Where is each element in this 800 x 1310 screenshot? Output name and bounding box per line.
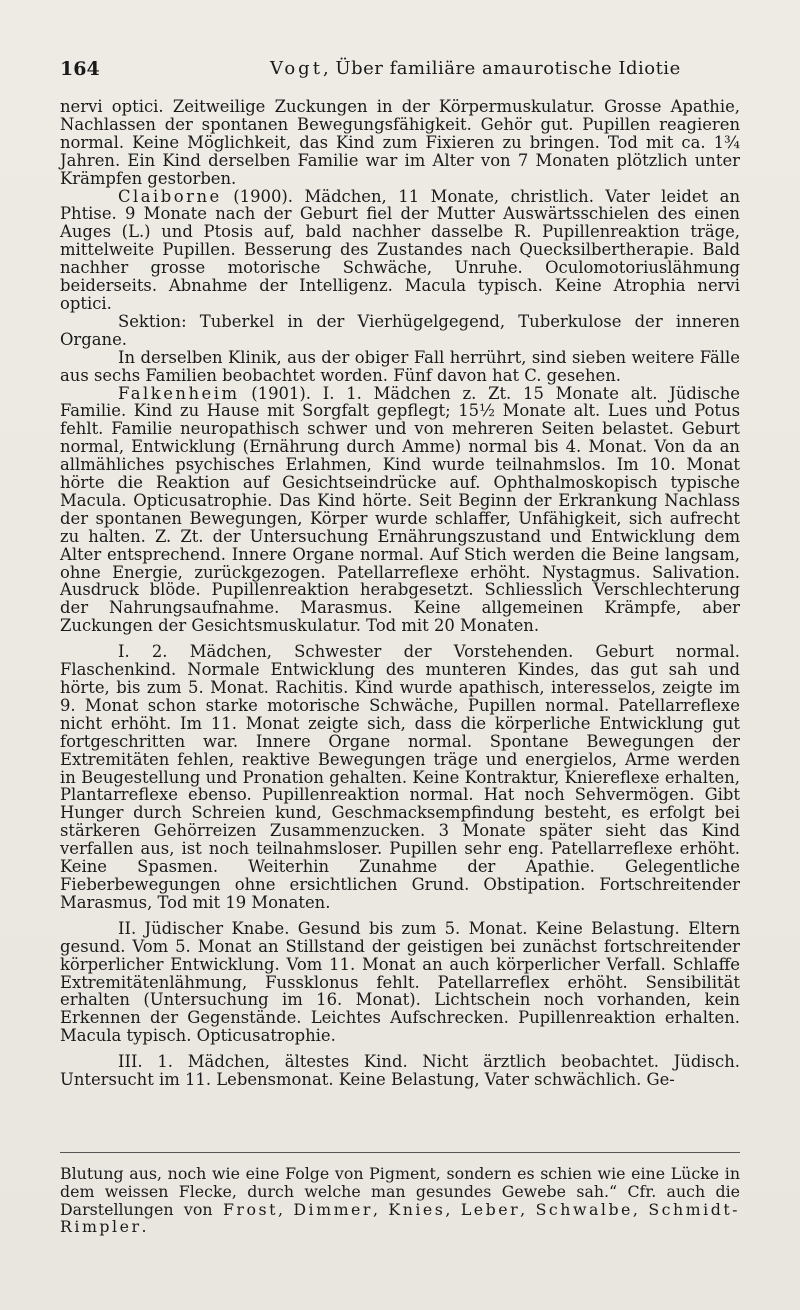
author-name: Knies [388,1199,446,1219]
running-title-text: , Über familiäre amaurotische Idiotie [322,58,681,79]
separator: , [445,1199,461,1219]
footnote-end: . [141,1217,147,1237]
separator: , [632,1199,649,1219]
separator: , [520,1199,536,1219]
paragraph: Sektion: Tuberkel in der Vierhügelgegend, Tuberkulose der inneren Organe. [60,311,740,349]
paragraph [60,385,740,636]
paragraph: nervi optici. Zeitweilige Zuckungen in der Körpermuskulatur. Grosse Apathie, Nachlassen der spontanen Bewegungsfähigkeit. Gehör gut. Pupillen reagieren normal. Keine Möglichkeit, das Kind zum Fixieren zu bringen. Tod mit ca. 1¾ Jahren. Ein Kind derselben Familie war im Alter von 7 Monaten plötzlich unter Krämpfen gestorben. [60,97,740,188]
page-number: 164 [60,58,100,80]
author-name: Dimmer [293,1199,373,1219]
separator: , [372,1199,389,1219]
paragraph: In derselben Klinik, aus der obiger Fall herrührt, sind sieben weitere Fälle aus sechs Familien beobachtet worden. Fünf davon hat C. gesehen. [60,347,740,385]
paragraph-text: (1900). Mädchen, 11 Monate, christlich. Vater leidet an Phtise. 9 Monate nach der Geburt fiel der Mutter Auswärtsschielen des einen Auges (L.) und Ptosis auf, bald nachher dasselbe R. Pupillenreaktion träge, mittelweite Pupillen. Besserung des Zustandes nach Quecksilbertherapie. Bald nachher grosse motorische Schwäche, Unruhe. Oculomotoriuslähmung beiderseits. Abnahme der Intelligenz. Macula typisch. Keine Atrophia nervi optici. [60,186,740,313]
running-title [270,58,681,79]
footnote-body: Blutung aus, noch wie eine Folge von Pigment, sondern es schien wie eine Lücke in dem weissen Flecke, durch welche man gesundes Gewebe sah.“ Cfr. auch die Darstellungen von [60,1164,740,1219]
paragraph: II. Jüdischer Knabe. Gesund bis zum 5. Monat. Keine Belastung. Eltern gesund. Vom 5. Monat an Stillstand der geistigen bei zunächst fortschreitender körperlicher Entwicklung. Vom 11. Monat an auch körperlicher Verfall. Schlaffe Extremitätenlähmung, Fussklonus fehlt. Patellarreflex erhöht. Sensibilität erhalten (Untersuchung im 16. Monat). Lichtschein noch vorhanden, kein Erkennen der Gegenstände. Leichtes Aufschrecken. Pupillenreaktion erhalten. Macula typisch. Opticusatrophie. [60,918,740,1046]
paragraph: III. 1. Mädchen, ältestes Kind. Nicht ärztlich beobachtet. Jüdisch. Untersucht im 11. Lebensmonat. Keine Belastung, Vater schwächlich. Ge- [60,1052,740,1090]
footnote-divider [60,1152,740,1153]
author-name: Falkenheim [118,383,240,403]
footnote [60,1165,740,1236]
author-name: Schwalbe [535,1199,633,1219]
page-header [60,58,740,84]
paragraph [60,188,740,313]
author-name: Claiborne [118,186,222,206]
author-name: Frost [222,1199,278,1219]
paragraph: I. 2. Mädchen, Schwester der Vorstehenden. Geburt normal. Flaschenkind. Normale Entwicklung des munteren Kindes, das gut sah und hörte, bis zum 5. Monat. Rachitis. Kind wurde apathisch, interesselos, zeigte im 9. Monat schon starke motorische Schwäche, Pupillen normal. Patellarreflexe nicht erhöht. Im 11. Monat zeigte sich, dass die körperliche Entwicklung gut fortgeschritten war. Innere Organe normal. Spontane Bewegungen der Extremitäten fehlen, reaktive Bewegungen träge und energielos, Arme werden in Beugestellung und Pronation gehalten. Keine Kontraktur, Kniereflexe erhalten, Plantarreflexe ebenso. Pupillenreaktion normal. Hat noch Sehvermögen. Gibt Hunger durch Schreien kund, Geschmacksempfindung besteht, es erfolgt bei stärkeren Gehörreizen Zusammenzucken. 3 Monate später sieht das Kind verfallen aus, ist noch teilnahmsloser. Pupillen sehr eng. Patellarreflexe erhöht. Keine Spasmen. Weiterhin Zunahme der Apathie. Gelegentliche Fieberbewegungen ohne ersichtlichen Grund. Obstipation. Fortschreitender Marasmus, Tod mit 19 Monaten. [60,642,740,912]
author-name: Schmidt-Rimpler [60,1199,741,1237]
main-text [60,98,740,1089]
separator: , [277,1199,294,1219]
author-name: Leber [460,1199,521,1219]
footnote-text [60,1165,740,1236]
running-title-author: Vogt [270,58,323,79]
paragraph-text: (1901). I. 1. Mädchen z. Zt. 15 Monate alt. Jüdische Familie. Kind zu Hause mit Sorgfalt gepflegt; 15½ Monate alt. Lues und Potus fehlt. Familie neuropathisch schwer und von mehreren Seiten belastet. Geburt normal, Entwicklung (Ernährung durch Amme) normal bis 4. Monat. Von da an allmähliches psychisches Erlahmen, Kind wurde teilnahmslos. Im 10. Monat hörte die Reaktion auf Gesichtseindrücke auf. Ophthalmoskopisch typische Macula. Opticusatrophie. Das Kind hörte. Seit Beginn der Erkrankung Nachlass der spontanen Bewegungen, Körper wurde schlaffer, Unfähigkeit, sich aufrecht zu halten. Z. Zt. der Untersuchung Ernährungszustand und Entwicklung dem Alter entsprechend. Innere Organe normal. Auf Stich werden die Beine langsam, ohne Energie, zurückgezogen. Patellarreflexe erhöht. Nystagmus. Salivation. Ausdruck blöde. Pupillenreaktion herabgesetzt. Schliesslich Verschlechterung der Nahrungsaufnahme. Marasmus. Keine allgemeinen Krämpfe, aber Zuckungen der Gesichtsmuskulatur. Tod mit 20 Monaten. [60,383,740,636]
